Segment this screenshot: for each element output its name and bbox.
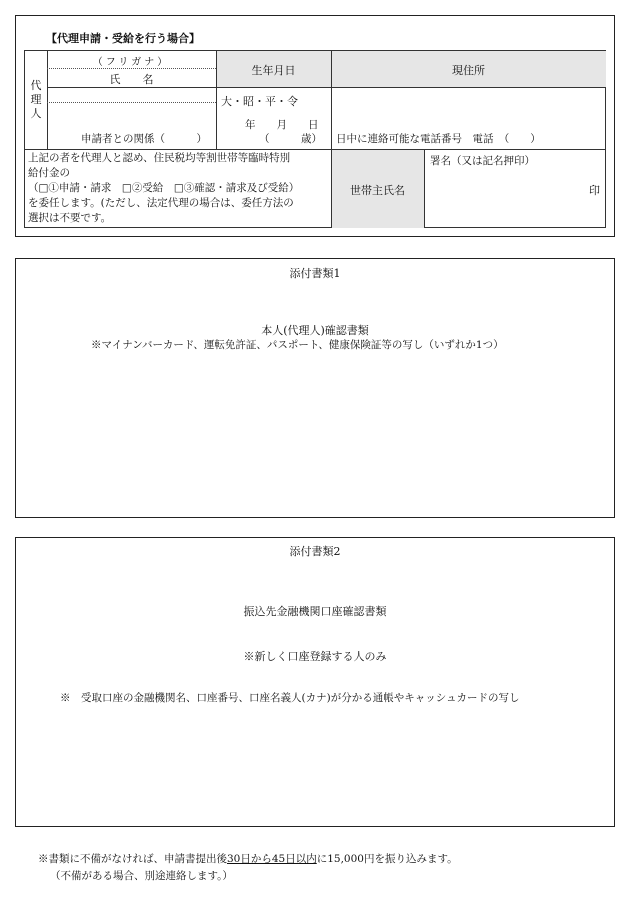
- attachment2-note: ※ 受取口座の金融機関名、口座番号、口座名義人(カナ)が分かる通帳やキャッシュカードの写し: [60, 692, 520, 704]
- name-label: 氏 名: [109, 73, 154, 86]
- footer-note-days: 30日から45日以内: [227, 853, 317, 865]
- attachment2-new-only: ※新しく口座登録する人のみ: [243, 650, 387, 663]
- footer-note-line1: [38, 851, 458, 866]
- daytime-phone-label: 日中に連絡可能な電話番号 電話 （ ）: [336, 133, 541, 145]
- address-header: 現住所: [452, 64, 485, 77]
- divider-horizontal: [25, 149, 606, 150]
- proxy-table: [24, 50, 606, 228]
- signature-label: 署名（又は記名押印）: [430, 155, 535, 167]
- footer-note-line2: （不備がある場合、別途連絡します。）: [50, 870, 233, 882]
- proxy-section-title: 【代理申請・受給を行う場合】: [46, 32, 200, 45]
- footer-note-prefix: ※書類に不備がなければ、申請書提出後: [38, 853, 227, 865]
- divider-dotted: [47, 68, 216, 69]
- attachment2-title: 添付書類2: [289, 545, 341, 558]
- attachment1-title: 添付書類1: [289, 267, 341, 280]
- footer-note-suffix: に15,000円を振り込みます。: [316, 853, 458, 865]
- age-line[interactable]: （ 歳）: [259, 133, 322, 145]
- attachment2-heading: 振込先金融機関口座確認書類: [243, 605, 387, 618]
- proxy-name-field[interactable]: [48, 103, 215, 129]
- birthdate-line[interactable]: 年 月 日: [245, 119, 319, 131]
- seal-mark: 印: [589, 184, 600, 197]
- attachment1-heading: 本人(代理人)確認書類: [261, 324, 369, 337]
- attachment1-box: [15, 258, 615, 518]
- delegation-text: 上記の者を代理人と認め、住民税均等割世帯等臨時特別 給付金の （□①申請・請求 □②受給 □③確認・請求及び受給） を委任します。(ただし、法定代理の場合は、委任方法の 選択は不要です。: [28, 152, 300, 224]
- proxy-furigana-field[interactable]: [48, 88, 215, 101]
- householder-label: 世帯主氏名: [350, 184, 405, 197]
- proxy-address-field[interactable]: [332, 88, 605, 128]
- proxy-side-label: 代 理 人: [30, 79, 42, 120]
- attachment1-note: ※マイナンバーカード、運転免許証、パスポート、健康保険証等の写し（いずれか1つ）: [91, 339, 504, 351]
- attachment2-box: [15, 537, 615, 827]
- relation-label: 申請者との関係（ ）: [81, 133, 207, 145]
- furigana-label: （フリガナ）: [92, 57, 171, 68]
- birthdate-header: 生年月日: [251, 64, 296, 77]
- era-options[interactable]: 大・昭・平・令: [221, 95, 298, 108]
- signature-field[interactable]: [425, 169, 605, 227]
